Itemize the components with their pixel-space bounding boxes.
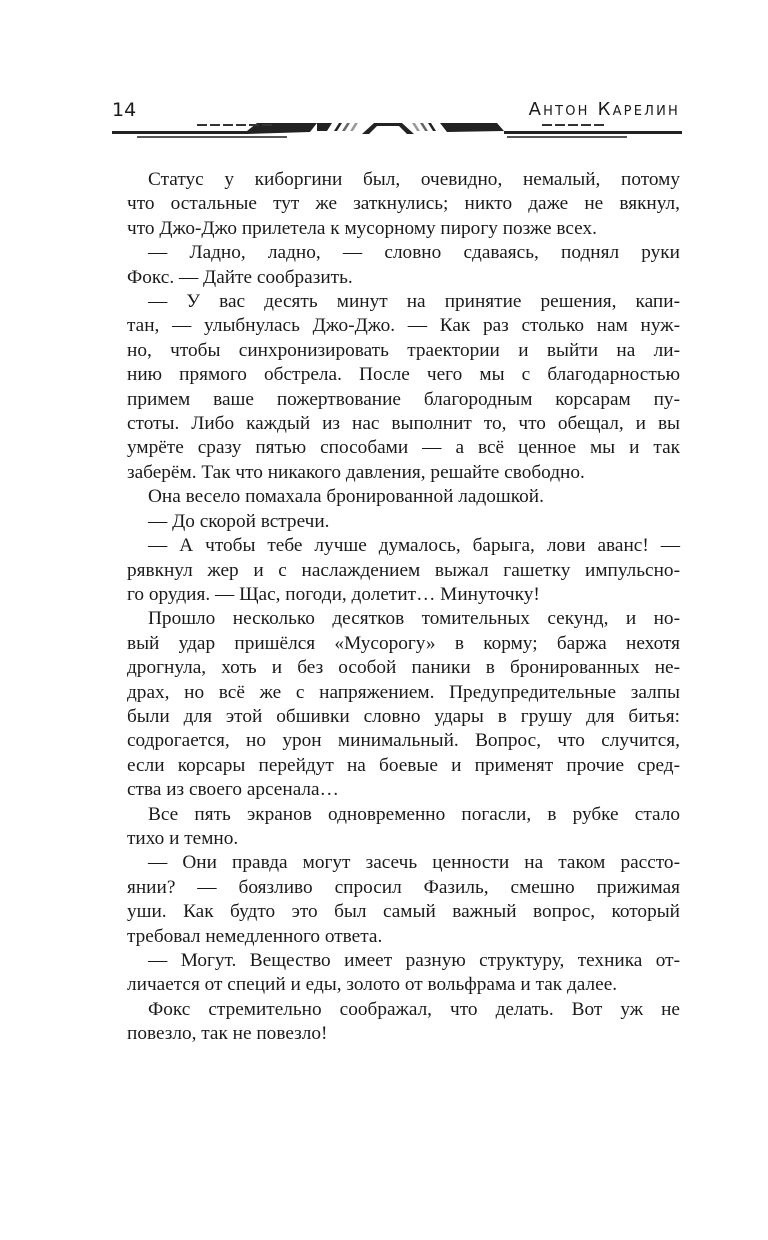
text-line: заберём. Так что никакого давления, решайте свободно. (127, 461, 585, 483)
paragraph (127, 851, 680, 949)
text-line: личается от специй и еды, золото от вольфрама и так далее. (127, 974, 618, 996)
text-line: уши. Как будто это был самый важный вопрос, который (127, 901, 680, 923)
text-line: тихо и темно. (127, 827, 239, 849)
paragraph (127, 803, 680, 852)
paragraph (127, 534, 680, 607)
text-line: — У вас десять минут на принятие решения, капи- (148, 291, 680, 313)
text-line: умрёте сразу пятью способами — а всё ценное мы и так (127, 437, 680, 459)
text-line: повезло, так не повезло! (127, 1023, 328, 1045)
paragraph (127, 168, 680, 241)
text-line: были для этой обшивки словно удары в грушу для битья: (127, 705, 680, 727)
text-line: содрогается, но урон минимальный. Вопрос, что случится, (127, 730, 680, 752)
text-line: что остальные тут же заткнулись; никто даже не вякнул, (127, 193, 680, 215)
text-line: если корсары перейдут на боевые и применят прочие сред- (127, 754, 680, 776)
text-line: — А чтобы тебе лучше думалось, барыга, лови аванс! — (148, 535, 680, 557)
text-line: — До скорой встречи. (148, 510, 330, 532)
paragraph (127, 290, 680, 485)
text-line: примем ваше пожертвование благородным корсарам пу- (127, 388, 680, 410)
text-line: янии? — боязливо спросил Фазиль, смешно прижимая (127, 876, 680, 898)
text-line: вый удар пришёлся «Мусорогу» в корму; баржа нехотя (127, 632, 680, 654)
text-line: Фокс стремительно соображал, что делать. Вот уж не (148, 998, 680, 1020)
text-line: дрогнула, хоть и без особой паники в бронированных не- (127, 657, 680, 679)
paragraph (127, 510, 680, 534)
paragraph (127, 485, 680, 509)
text-line: ства из своего арсенала… (127, 779, 339, 801)
text-line: стоты. Либо каждый из нас выполнит то, что обещал, и вы (127, 413, 680, 435)
text-line: рявкнул жер и с наслаждением выжал гашетку импульсно- (127, 559, 680, 581)
page-body-text (127, 168, 680, 1047)
text-line: Все пять экранов одновременно погасли, в рубке стало (148, 803, 680, 825)
text-line: драх, но всё же с напряжением. Предупредительные залпы (127, 681, 680, 703)
paragraph (127, 949, 680, 998)
text-line: — Могут. Вещество имеет разную структуру, техника от- (148, 950, 680, 971)
page-number: 14 (112, 99, 137, 121)
paragraph (127, 998, 680, 1047)
running-head-author: Антон Карелин (528, 99, 680, 120)
text-line: нию прямого обстрела. После чего мы с благодарностью (127, 364, 680, 386)
text-line: го орудия. — Щас, погоди, долетит… Минуточку! (127, 583, 540, 605)
paragraph (127, 607, 680, 802)
text-line: Она весело помахала бронированной ладошкой. (148, 486, 544, 508)
text-line: но, чтобы синхронизировать траектории и выйти на ли- (127, 339, 680, 361)
text-line: — Они правда могут засечь ценности на таком рассто- (148, 852, 680, 874)
text-line: тан, — улыбнулась Джо-Джо. — Как раз столько нам нуж- (127, 315, 680, 337)
paragraph (127, 241, 680, 290)
text-line: требовал немедленного ответа. (127, 925, 383, 947)
header-ornament (112, 118, 682, 142)
text-line: Прошло несколько десятков томительных секунд, и но- (148, 608, 680, 630)
text-line: — Ладно, ладно, — словно сдаваясь, поднял руки (148, 242, 680, 264)
text-line: Статус у киборгини был, очевидно, немалый, потому (148, 169, 680, 190)
text-line: Фокс. — Дайте сообразить. (127, 266, 353, 288)
text-line: что Джо-Джо прилетела к мусорному пирогу позже всех. (127, 217, 597, 239)
